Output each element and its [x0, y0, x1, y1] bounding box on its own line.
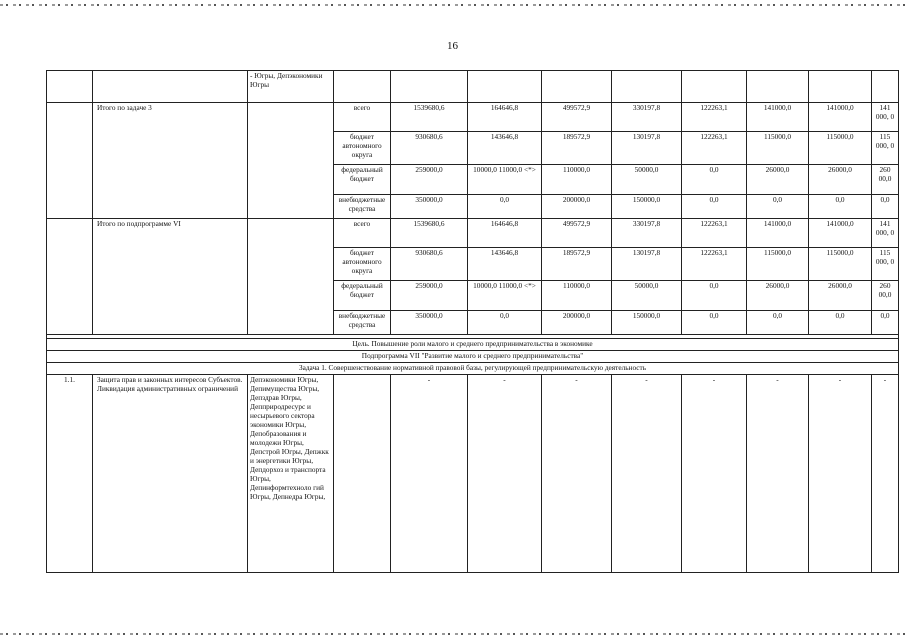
amount-cell: 122263,1 [682, 132, 747, 165]
amount-cell-last: 260 00,0 [872, 165, 899, 195]
amount-cell: - [468, 374, 542, 572]
amount-cell: 150000,0 [612, 311, 682, 335]
amount-cell: 115000,0 [747, 248, 809, 281]
amount-cell: 110000,0 [542, 165, 612, 195]
amount-cell: - [747, 374, 809, 572]
amount-cell: - [612, 374, 682, 572]
amount-cell: 930680,6 [391, 132, 468, 165]
amount-cell: 122263,1 [682, 103, 747, 132]
amount-cell: 930680,6 [391, 248, 468, 281]
amount-cell: 164646,8 [468, 219, 542, 248]
amount-cell: 0,0 [682, 311, 747, 335]
amount-cell: 0,0 [682, 281, 747, 311]
amount-cell: 200000,0 [542, 195, 612, 219]
cell-empty [47, 103, 93, 219]
cell-empty [248, 103, 334, 219]
cell-empty [248, 219, 334, 335]
amount-cell: 350000,0 [391, 195, 468, 219]
amount-cell-last: 115 000, 0 [872, 248, 899, 281]
amount-cell: - [542, 374, 612, 572]
amount-cell: 115000,0 [809, 132, 872, 165]
item-executors: Депэкономики Югры, Депимущества Югры, Депздрав Югры, Депприродресурс и несырьевого сектора экономики Югры, Депобразования и молодежи Югры, Депстрой Югры, Депжкк и энергетики Югры, Депдорхоз и транспорта Югры, Депинформтехноло гий Югры, Депнедра Югры, [248, 374, 334, 572]
summary-row [47, 219, 899, 248]
funding-source: внебюджетные средства [334, 195, 391, 219]
amount-cell: 141000,0 [809, 103, 872, 132]
amount-cell: 259000,0 [391, 165, 468, 195]
funding-source: внебюджетные средства [334, 311, 391, 335]
cell-empty [47, 219, 93, 335]
amount-cell-last: - [872, 374, 899, 572]
budget-table [46, 70, 899, 573]
amount-cell: 26000,0 [747, 165, 809, 195]
amount-cell: 122263,1 [682, 219, 747, 248]
amount-cell: 130197,8 [612, 248, 682, 281]
amount-cell: 143646,8 [468, 248, 542, 281]
amount-cell: 115000,0 [747, 132, 809, 165]
amount-cell: 350000,0 [391, 311, 468, 335]
goal-row [47, 339, 899, 351]
amount-cell: 0,0 [682, 165, 747, 195]
amount-cell: 141000,0 [747, 219, 809, 248]
amount-cell: 330197,8 [612, 103, 682, 132]
amount-cell: 0,0 [468, 195, 542, 219]
amount-cell-last: 260 00,0 [872, 281, 899, 311]
amount-cell: - [809, 374, 872, 572]
amount-cell: 330197,8 [612, 219, 682, 248]
cell-empty [47, 71, 93, 103]
amount-cell: 164646,8 [468, 103, 542, 132]
amount-cell-last: 0,0 [872, 311, 899, 335]
item-row [47, 374, 899, 572]
amount-cell-last: 115 000, 0 [872, 132, 899, 165]
amount-cell: 1539680,6 [391, 103, 468, 132]
summary-row [47, 103, 899, 132]
task-heading: Задача 1. Совершенствование нормативной правовой базы, регулирующей предпринимательскую деятельность [47, 362, 899, 374]
funding-source: бюджет автономного округа [334, 132, 391, 165]
amount-cell: 0,0 [682, 195, 747, 219]
scan-edge-bottom [0, 633, 905, 635]
funding-source: федеральный бюджет [334, 281, 391, 311]
summary-title: Итого по задаче 3 [93, 103, 248, 219]
amount-cell: 26000,0 [809, 165, 872, 195]
amount-cell: - [682, 374, 747, 572]
amount-cell: 50000,0 [612, 281, 682, 311]
amount-cell: 141000,0 [747, 103, 809, 132]
amount-cell: 259000,0 [391, 281, 468, 311]
task-row [47, 362, 899, 374]
amount-cell-last: 0,0 [872, 195, 899, 219]
amount-cell: 26000,0 [809, 281, 872, 311]
amount-cell: 200000,0 [542, 311, 612, 335]
amount-cell: 50000,0 [612, 165, 682, 195]
amount-cell: 0,0 [468, 311, 542, 335]
amount-cell: 0,0 [809, 311, 872, 335]
summary-title: Итого по подпрограмме VI [93, 219, 248, 335]
continued-executor: - Югры, Депэкономики Югры [248, 71, 334, 103]
amount-cell: 122263,1 [682, 248, 747, 281]
amount-cell: 110000,0 [542, 281, 612, 311]
scan-edge-top [0, 4, 905, 6]
funding-source: бюджет автономного округа [334, 248, 391, 281]
goal-heading: Цель. Повышение роли малого и среднего предпринимательства в экономике [47, 339, 899, 351]
funding-source: всего [334, 219, 391, 248]
cell-empty [334, 374, 391, 572]
amount-cell: 143646,8 [468, 132, 542, 165]
funding-source: всего [334, 103, 391, 132]
amount-cell: 0,0 [747, 311, 809, 335]
amount-cell: 115000,0 [809, 248, 872, 281]
amount-cell-last: 141 000, 0 [872, 103, 899, 132]
amount-cell-last: 141 000, 0 [872, 219, 899, 248]
amount-cell: 0,0 [747, 195, 809, 219]
amount-cell: 130197,8 [612, 132, 682, 165]
amount-cell: 0,0 [809, 195, 872, 219]
amount-cell: 10000,0 11000,0 <*> [468, 165, 542, 195]
amount-cell: 1539680,6 [391, 219, 468, 248]
amount-cell: 189572,9 [542, 132, 612, 165]
amount-cell: 499572,9 [542, 219, 612, 248]
amount-cell: 141000,0 [809, 219, 872, 248]
amount-cell: 150000,0 [612, 195, 682, 219]
item-number: 1.1. [47, 374, 93, 572]
item-name: Защита прав и законных интересов Субъектов. Ликвидация административных ограничений [93, 374, 248, 572]
continued-row [47, 71, 899, 103]
page-number: 16 [447, 40, 458, 52]
amount-cell: 499572,9 [542, 103, 612, 132]
amount-cell: 26000,0 [747, 281, 809, 311]
cell-empty [93, 71, 248, 103]
funding-source: федеральный бюджет [334, 165, 391, 195]
amount-cell: 189572,9 [542, 248, 612, 281]
amount-cell: - [391, 374, 468, 572]
subprogram-row [47, 350, 899, 362]
subprogram-heading: Подпрограмма VII "Развитие малого и среднего предпринимательства" [47, 350, 899, 362]
amount-cell: 10000,0 11000,0 <*> [468, 281, 542, 311]
